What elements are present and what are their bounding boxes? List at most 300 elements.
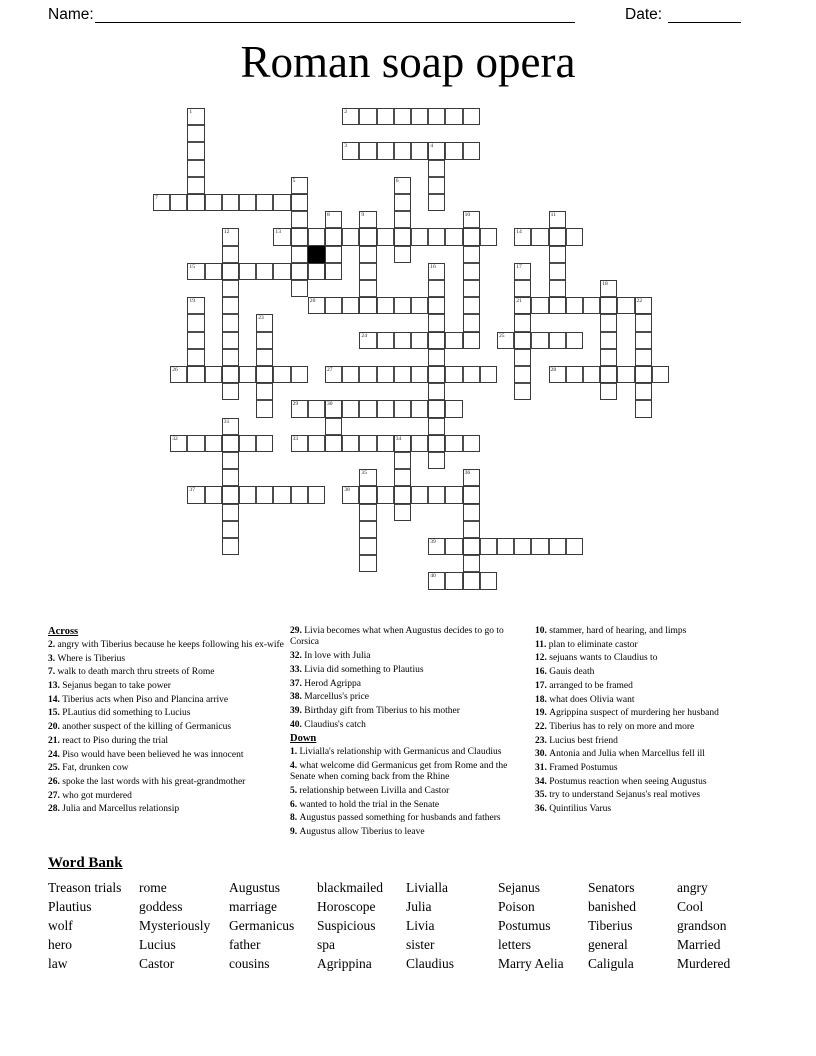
- grid-cell[interactable]: [273, 366, 290, 383]
- grid-cell[interactable]: [239, 366, 256, 383]
- grid-cell[interactable]: [394, 452, 411, 469]
- grid-cell[interactable]: [549, 211, 566, 228]
- grid-cell[interactable]: [222, 435, 239, 452]
- grid-cell[interactable]: [342, 435, 359, 452]
- grid-cell[interactable]: [463, 211, 480, 228]
- grid-cell[interactable]: [463, 246, 480, 263]
- grid-cell-number: 27: [327, 367, 333, 373]
- clue-number: 21.: [48, 735, 63, 746]
- grid-cell[interactable]: [394, 469, 411, 486]
- grid-cell[interactable]: [222, 469, 239, 486]
- grid-cell[interactable]: [359, 400, 376, 417]
- grid-cell[interactable]: [428, 142, 445, 159]
- clue-item: 27. who got murdered: [48, 790, 132, 801]
- grid-cell-number: 8: [327, 212, 330, 219]
- grid-cell[interactable]: [291, 486, 308, 503]
- grid-cell[interactable]: [256, 486, 273, 503]
- grid-cell[interactable]: [411, 486, 428, 503]
- grid-cell[interactable]: [222, 297, 239, 314]
- grid-cell[interactable]: [514, 349, 531, 366]
- grid-cell[interactable]: [205, 366, 222, 383]
- grid-cell[interactable]: [359, 435, 376, 452]
- grid-cell[interactable]: [445, 142, 462, 159]
- grid-cell[interactable]: [566, 538, 583, 555]
- clue-number: 20.: [48, 722, 63, 733]
- grid-cell[interactable]: [308, 400, 325, 417]
- grid-cell[interactable]: [342, 400, 359, 417]
- grid-cell[interactable]: [325, 228, 342, 245]
- grid-cell[interactable]: [359, 108, 376, 125]
- grid-cell[interactable]: [445, 332, 462, 349]
- grid-cell[interactable]: [239, 194, 256, 211]
- grid-cell[interactable]: [187, 486, 204, 503]
- grid-cell[interactable]: [187, 177, 204, 194]
- grid-cell[interactable]: [222, 452, 239, 469]
- grid-cell[interactable]: [445, 486, 462, 503]
- grid-cell[interactable]: [342, 486, 359, 503]
- grid-cell[interactable]: [205, 435, 222, 452]
- grid-cell[interactable]: [205, 486, 222, 503]
- grid-cell[interactable]: [600, 383, 617, 400]
- clue-item: 23. Lucius best friend: [535, 735, 618, 746]
- grid-cell[interactable]: [342, 297, 359, 314]
- grid-cell[interactable]: [428, 349, 445, 366]
- word-bank-item: Germanicus: [229, 918, 295, 933]
- grid-cell[interactable]: [531, 332, 548, 349]
- grid-cell[interactable]: [325, 246, 342, 263]
- grid-cell[interactable]: [256, 314, 273, 331]
- grid-cell[interactable]: [514, 383, 531, 400]
- grid-cell[interactable]: [652, 366, 669, 383]
- grid-cell[interactable]: [273, 194, 290, 211]
- grid-cell[interactable]: [359, 332, 376, 349]
- grid-cell[interactable]: [428, 418, 445, 435]
- grid-cell[interactable]: [428, 486, 445, 503]
- grid-cell[interactable]: [342, 142, 359, 159]
- clue-number: 8.: [290, 813, 300, 824]
- grid-cell[interactable]: [359, 280, 376, 297]
- clue-list-header: Across: [48, 626, 79, 637]
- grid-cell[interactable]: [273, 263, 290, 280]
- grid-cell[interactable]: [153, 194, 170, 211]
- grid-cell[interactable]: [445, 400, 462, 417]
- grid-cell[interactable]: [549, 246, 566, 263]
- grid-cell[interactable]: [600, 297, 617, 314]
- grid-cell[interactable]: [531, 228, 548, 245]
- grid-cell[interactable]: [463, 228, 480, 245]
- grid-cell[interactable]: [617, 366, 634, 383]
- grid-cell[interactable]: [394, 108, 411, 125]
- grid-cell[interactable]: [394, 142, 411, 159]
- grid-cell[interactable]: [463, 486, 480, 503]
- grid-cell[interactable]: [170, 194, 187, 211]
- grid-cell[interactable]: [411, 297, 428, 314]
- word-bank-item: grandson: [677, 918, 727, 933]
- clue-item: 15. PLautius did something to Lucius: [48, 708, 191, 719]
- grid-cell-number: 33: [292, 435, 299, 442]
- grid-cell[interactable]: [291, 435, 308, 452]
- grid-cell[interactable]: [531, 538, 548, 555]
- grid-cell[interactable]: [359, 555, 376, 572]
- word-bank-item: Tiberius: [588, 918, 633, 933]
- name-label: Name:: [48, 6, 94, 23]
- grid-cell[interactable]: [273, 486, 290, 503]
- grid-cell[interactable]: [325, 263, 342, 280]
- grid-cell[interactable]: [428, 400, 445, 417]
- grid-cell[interactable]: [187, 160, 204, 177]
- grid-cell[interactable]: [394, 246, 411, 263]
- grid-cell[interactable]: [411, 108, 428, 125]
- grid-cell[interactable]: [463, 280, 480, 297]
- grid-cell[interactable]: [514, 280, 531, 297]
- word-bank-item: letters: [498, 937, 531, 952]
- grid-cell[interactable]: [428, 314, 445, 331]
- clue-number: 12.: [535, 653, 550, 664]
- grid-cell[interactable]: [394, 332, 411, 349]
- grid-cell[interactable]: [342, 228, 359, 245]
- grid-cell[interactable]: [187, 108, 204, 125]
- grid-cell[interactable]: [514, 297, 531, 314]
- grid-cell[interactable]: [359, 142, 376, 159]
- clue-number: 19.: [535, 708, 550, 719]
- grid-cell[interactable]: [291, 177, 308, 194]
- grid-cell[interactable]: [428, 263, 445, 280]
- grid-cell[interactable]: [377, 366, 394, 383]
- grid-cell[interactable]: [187, 142, 204, 159]
- grid-cell[interactable]: [291, 400, 308, 417]
- grid-cell[interactable]: [445, 108, 462, 125]
- grid-cell[interactable]: [428, 108, 445, 125]
- word-bank-item: marriage: [229, 899, 277, 914]
- grid-cell[interactable]: [222, 246, 239, 263]
- clue-item: 10. stammer, hard of hearing, and limps: [535, 626, 687, 636]
- grid-cell[interactable]: [428, 452, 445, 469]
- grid-cell[interactable]: [480, 538, 497, 555]
- grid-cell[interactable]: [394, 228, 411, 245]
- grid-cell[interactable]: [463, 314, 480, 331]
- word-bank-item: Augustus: [229, 880, 281, 895]
- word-bank-item: Senators: [588, 880, 635, 895]
- grid-cell[interactable]: [359, 228, 376, 245]
- grid-cell[interactable]: [222, 349, 239, 366]
- grid-cell[interactable]: [187, 366, 204, 383]
- grid-cell[interactable]: [377, 297, 394, 314]
- grid-cell[interactable]: [600, 366, 617, 383]
- grid-cell[interactable]: [411, 228, 428, 245]
- word-bank-item: angry: [677, 880, 708, 895]
- grid-cell[interactable]: [222, 228, 239, 245]
- grid-cell[interactable]: [463, 263, 480, 280]
- date-line[interactable]: [668, 21, 741, 23]
- grid-cell[interactable]: [187, 194, 204, 211]
- grid-cell[interactable]: [463, 142, 480, 159]
- grid-cell[interactable]: [549, 263, 566, 280]
- grid-cell[interactable]: [463, 469, 480, 486]
- grid-cell[interactable]: [256, 383, 273, 400]
- grid-cell[interactable]: [359, 504, 376, 521]
- grid-cell[interactable]: [514, 538, 531, 555]
- grid-cell[interactable]: [549, 280, 566, 297]
- grid-cell[interactable]: [635, 366, 652, 383]
- grid-cell[interactable]: [514, 314, 531, 331]
- grid-cell[interactable]: [394, 194, 411, 211]
- grid-cell[interactable]: [256, 263, 273, 280]
- grid-cell[interactable]: [222, 521, 239, 538]
- grid-cell[interactable]: [325, 400, 342, 417]
- grid-cell[interactable]: [187, 125, 204, 142]
- grid-cell[interactable]: [170, 366, 187, 383]
- grid-cell[interactable]: [256, 194, 273, 211]
- grid-cell[interactable]: [377, 228, 394, 245]
- grid-cell[interactable]: [480, 228, 497, 245]
- grid-cell[interactable]: [222, 383, 239, 400]
- grid-cell[interactable]: [600, 314, 617, 331]
- grid-cell[interactable]: [445, 572, 462, 589]
- clue-number: 14.: [48, 694, 63, 705]
- grid-cell[interactable]: [377, 400, 394, 417]
- grid-cell[interactable]: [187, 297, 204, 314]
- grid-cell[interactable]: [222, 263, 239, 280]
- grid-cell[interactable]: [514, 332, 531, 349]
- grid-cell[interactable]: [428, 538, 445, 555]
- grid-cell[interactable]: [222, 504, 239, 521]
- grid-cell[interactable]: [359, 246, 376, 263]
- grid-cell[interactable]: [256, 400, 273, 417]
- grid-cell-number: 6: [395, 177, 399, 184]
- grid-cell[interactable]: [308, 263, 325, 280]
- grid-cell[interactable]: [308, 228, 325, 245]
- grid-cell[interactable]: [635, 383, 652, 400]
- grid-cell[interactable]: [463, 297, 480, 314]
- grid-cell[interactable]: [291, 263, 308, 280]
- grid-cell[interactable]: [359, 521, 376, 538]
- grid-cell[interactable]: [428, 383, 445, 400]
- grid-cell[interactable]: [480, 366, 497, 383]
- grid-cell[interactable]: [635, 349, 652, 366]
- grid-cell[interactable]: [394, 435, 411, 452]
- grid-cell[interactable]: [428, 366, 445, 383]
- grid-cell[interactable]: [239, 435, 256, 452]
- grid-cell[interactable]: [463, 435, 480, 452]
- grid-cell[interactable]: [222, 538, 239, 555]
- grid-cell[interactable]: [463, 538, 480, 555]
- grid-cell[interactable]: [394, 297, 411, 314]
- name-line[interactable]: [95, 21, 575, 23]
- grid-cell[interactable]: [480, 572, 497, 589]
- grid-cell[interactable]: [359, 211, 376, 228]
- grid-cell[interactable]: [514, 263, 531, 280]
- grid-cell[interactable]: [635, 400, 652, 417]
- grid-cell[interactable]: [325, 211, 342, 228]
- grid-cell[interactable]: [411, 400, 428, 417]
- grid-cell[interactable]: [205, 263, 222, 280]
- grid-cell[interactable]: [256, 332, 273, 349]
- grid-cell[interactable]: [359, 263, 376, 280]
- grid-cell[interactable]: [463, 555, 480, 572]
- grid-cell[interactable]: [222, 418, 239, 435]
- clue-number: 4.: [290, 760, 300, 771]
- grid-cell[interactable]: [463, 332, 480, 349]
- grid-cell[interactable]: [463, 572, 480, 589]
- grid-cell[interactable]: [428, 297, 445, 314]
- grid-cell[interactable]: [411, 332, 428, 349]
- grid-cell[interactable]: [222, 194, 239, 211]
- grid-cell[interactable]: [394, 366, 411, 383]
- grid-cell[interactable]: [291, 366, 308, 383]
- grid-cell[interactable]: [445, 435, 462, 452]
- word-bank-item: general: [588, 937, 628, 952]
- grid-cell[interactable]: [445, 366, 462, 383]
- grid-cell[interactable]: [377, 108, 394, 125]
- grid-cell[interactable]: [428, 280, 445, 297]
- clue-number: 7.: [48, 667, 58, 678]
- grid-cell[interactable]: [377, 486, 394, 503]
- grid-cell-number: 14: [516, 229, 522, 236]
- grid-cell[interactable]: [222, 366, 239, 383]
- grid-cell[interactable]: [308, 435, 325, 452]
- grid-cell[interactable]: [222, 486, 239, 503]
- word-bank-item: sister: [406, 937, 435, 952]
- grid-cell[interactable]: [377, 332, 394, 349]
- word-bank-item: banished: [588, 899, 636, 914]
- grid-cell[interactable]: [394, 177, 411, 194]
- clue-number: 37.: [290, 678, 305, 689]
- clue-number: 9.: [290, 827, 300, 838]
- grid-cell[interactable]: [583, 297, 600, 314]
- grid-cell[interactable]: [514, 228, 531, 245]
- grid-cell[interactable]: [273, 228, 290, 245]
- grid-cell[interactable]: [187, 332, 204, 349]
- grid-cell[interactable]: [256, 366, 273, 383]
- grid-cell[interactable]: [635, 314, 652, 331]
- grid-cell[interactable]: [325, 435, 342, 452]
- grid-cell[interactable]: [549, 228, 566, 245]
- grid-cell[interactable]: [222, 332, 239, 349]
- grid-cell[interactable]: [325, 297, 342, 314]
- grid-cell[interactable]: [497, 538, 514, 555]
- grid-cell[interactable]: [463, 521, 480, 538]
- word-bank-item: Marry Aelia: [498, 956, 564, 971]
- grid-cell[interactable]: [205, 194, 222, 211]
- grid-cell[interactable]: [308, 297, 325, 314]
- grid-cell[interactable]: [239, 263, 256, 280]
- grid-cell[interactable]: [549, 332, 566, 349]
- clue-number: 2.: [48, 639, 58, 650]
- grid-cell[interactable]: [342, 366, 359, 383]
- grid-cell[interactable]: [566, 366, 583, 383]
- grid-cell[interactable]: [291, 246, 308, 263]
- grid-cell[interactable]: [617, 297, 634, 314]
- grid-cell[interactable]: [463, 108, 480, 125]
- grid-cell[interactable]: [428, 194, 445, 211]
- grid-cell[interactable]: [445, 538, 462, 555]
- grid-cell[interactable]: [600, 280, 617, 297]
- grid-cell[interactable]: [325, 366, 342, 383]
- word-bank-item: Married: [677, 937, 721, 952]
- grid-cell-number: 37: [189, 487, 195, 494]
- grid-cell[interactable]: [377, 142, 394, 159]
- grid-cell[interactable]: [428, 228, 445, 245]
- grid-cell[interactable]: [394, 504, 411, 521]
- grid-cell[interactable]: [566, 332, 583, 349]
- grid-cell[interactable]: [411, 366, 428, 383]
- grid-cell-number: 31: [223, 418, 230, 425]
- grid-cell[interactable]: [359, 297, 376, 314]
- grid-cell[interactable]: [222, 280, 239, 297]
- grid-cell[interactable]: [635, 297, 652, 314]
- grid-cell[interactable]: [291, 280, 308, 297]
- grid-cell[interactable]: [531, 297, 548, 314]
- grid-cell[interactable]: [377, 435, 394, 452]
- grid-cell[interactable]: [170, 435, 187, 452]
- grid-cell[interactable]: [497, 332, 514, 349]
- clue-number: 16.: [535, 667, 550, 678]
- grid-cell[interactable]: [256, 349, 273, 366]
- grid-cell[interactable]: [428, 177, 445, 194]
- grid-cell[interactable]: [566, 228, 583, 245]
- grid-cell[interactable]: [291, 228, 308, 245]
- grid-cell-number: 26: [172, 367, 178, 373]
- grid-cell[interactable]: [428, 332, 445, 349]
- grid-cell[interactable]: [308, 486, 325, 503]
- grid-cell[interactable]: [566, 297, 583, 314]
- grid-cell-number: 38: [344, 487, 350, 494]
- grid-cell[interactable]: [187, 263, 204, 280]
- grid-cell[interactable]: [514, 366, 531, 383]
- clue-column-1: [48, 626, 286, 818]
- grid-cell[interactable]: [359, 538, 376, 555]
- grid-cell[interactable]: [549, 538, 566, 555]
- clue-number: 34.: [535, 776, 550, 787]
- clue-number: 25.: [48, 763, 63, 774]
- word-bank-item: Livia: [406, 918, 435, 933]
- grid-cell[interactable]: [291, 194, 308, 211]
- grid-cell-number: 18: [602, 281, 608, 287]
- grid-cell[interactable]: [394, 211, 411, 228]
- grid-cell[interactable]: [222, 314, 239, 331]
- grid-cell[interactable]: [394, 486, 411, 503]
- grid-cell[interactable]: [291, 211, 308, 228]
- grid-cell[interactable]: [187, 349, 204, 366]
- grid-cell-number: 22: [636, 298, 643, 305]
- grid-cell[interactable]: [325, 418, 342, 435]
- grid-cell[interactable]: [187, 435, 204, 452]
- grid-cell[interactable]: [583, 366, 600, 383]
- grid-cell[interactable]: [445, 228, 462, 245]
- grid-cell[interactable]: [256, 435, 273, 452]
- grid-cell[interactable]: [549, 366, 566, 383]
- grid-cell[interactable]: [600, 332, 617, 349]
- grid-cell[interactable]: [359, 366, 376, 383]
- grid-cell[interactable]: [359, 469, 376, 486]
- grid-cell[interactable]: [549, 297, 566, 314]
- grid-cell[interactable]: [394, 400, 411, 417]
- grid-cell[interactable]: [342, 108, 359, 125]
- grid-cell[interactable]: [411, 142, 428, 159]
- grid-cell[interactable]: [463, 504, 480, 521]
- word-bank-item: Plautius: [48, 899, 92, 914]
- grid-cell[interactable]: [428, 572, 445, 589]
- grid-cell[interactable]: [359, 486, 376, 503]
- grid-cell[interactable]: [187, 314, 204, 331]
- grid-cell[interactable]: [635, 332, 652, 349]
- grid-cell[interactable]: [600, 349, 617, 366]
- grid-cell[interactable]: [428, 435, 445, 452]
- grid-cell[interactable]: [463, 366, 480, 383]
- grid-cell[interactable]: [239, 486, 256, 503]
- grid-cell[interactable]: [428, 160, 445, 177]
- grid-cell[interactable]: [411, 435, 428, 452]
